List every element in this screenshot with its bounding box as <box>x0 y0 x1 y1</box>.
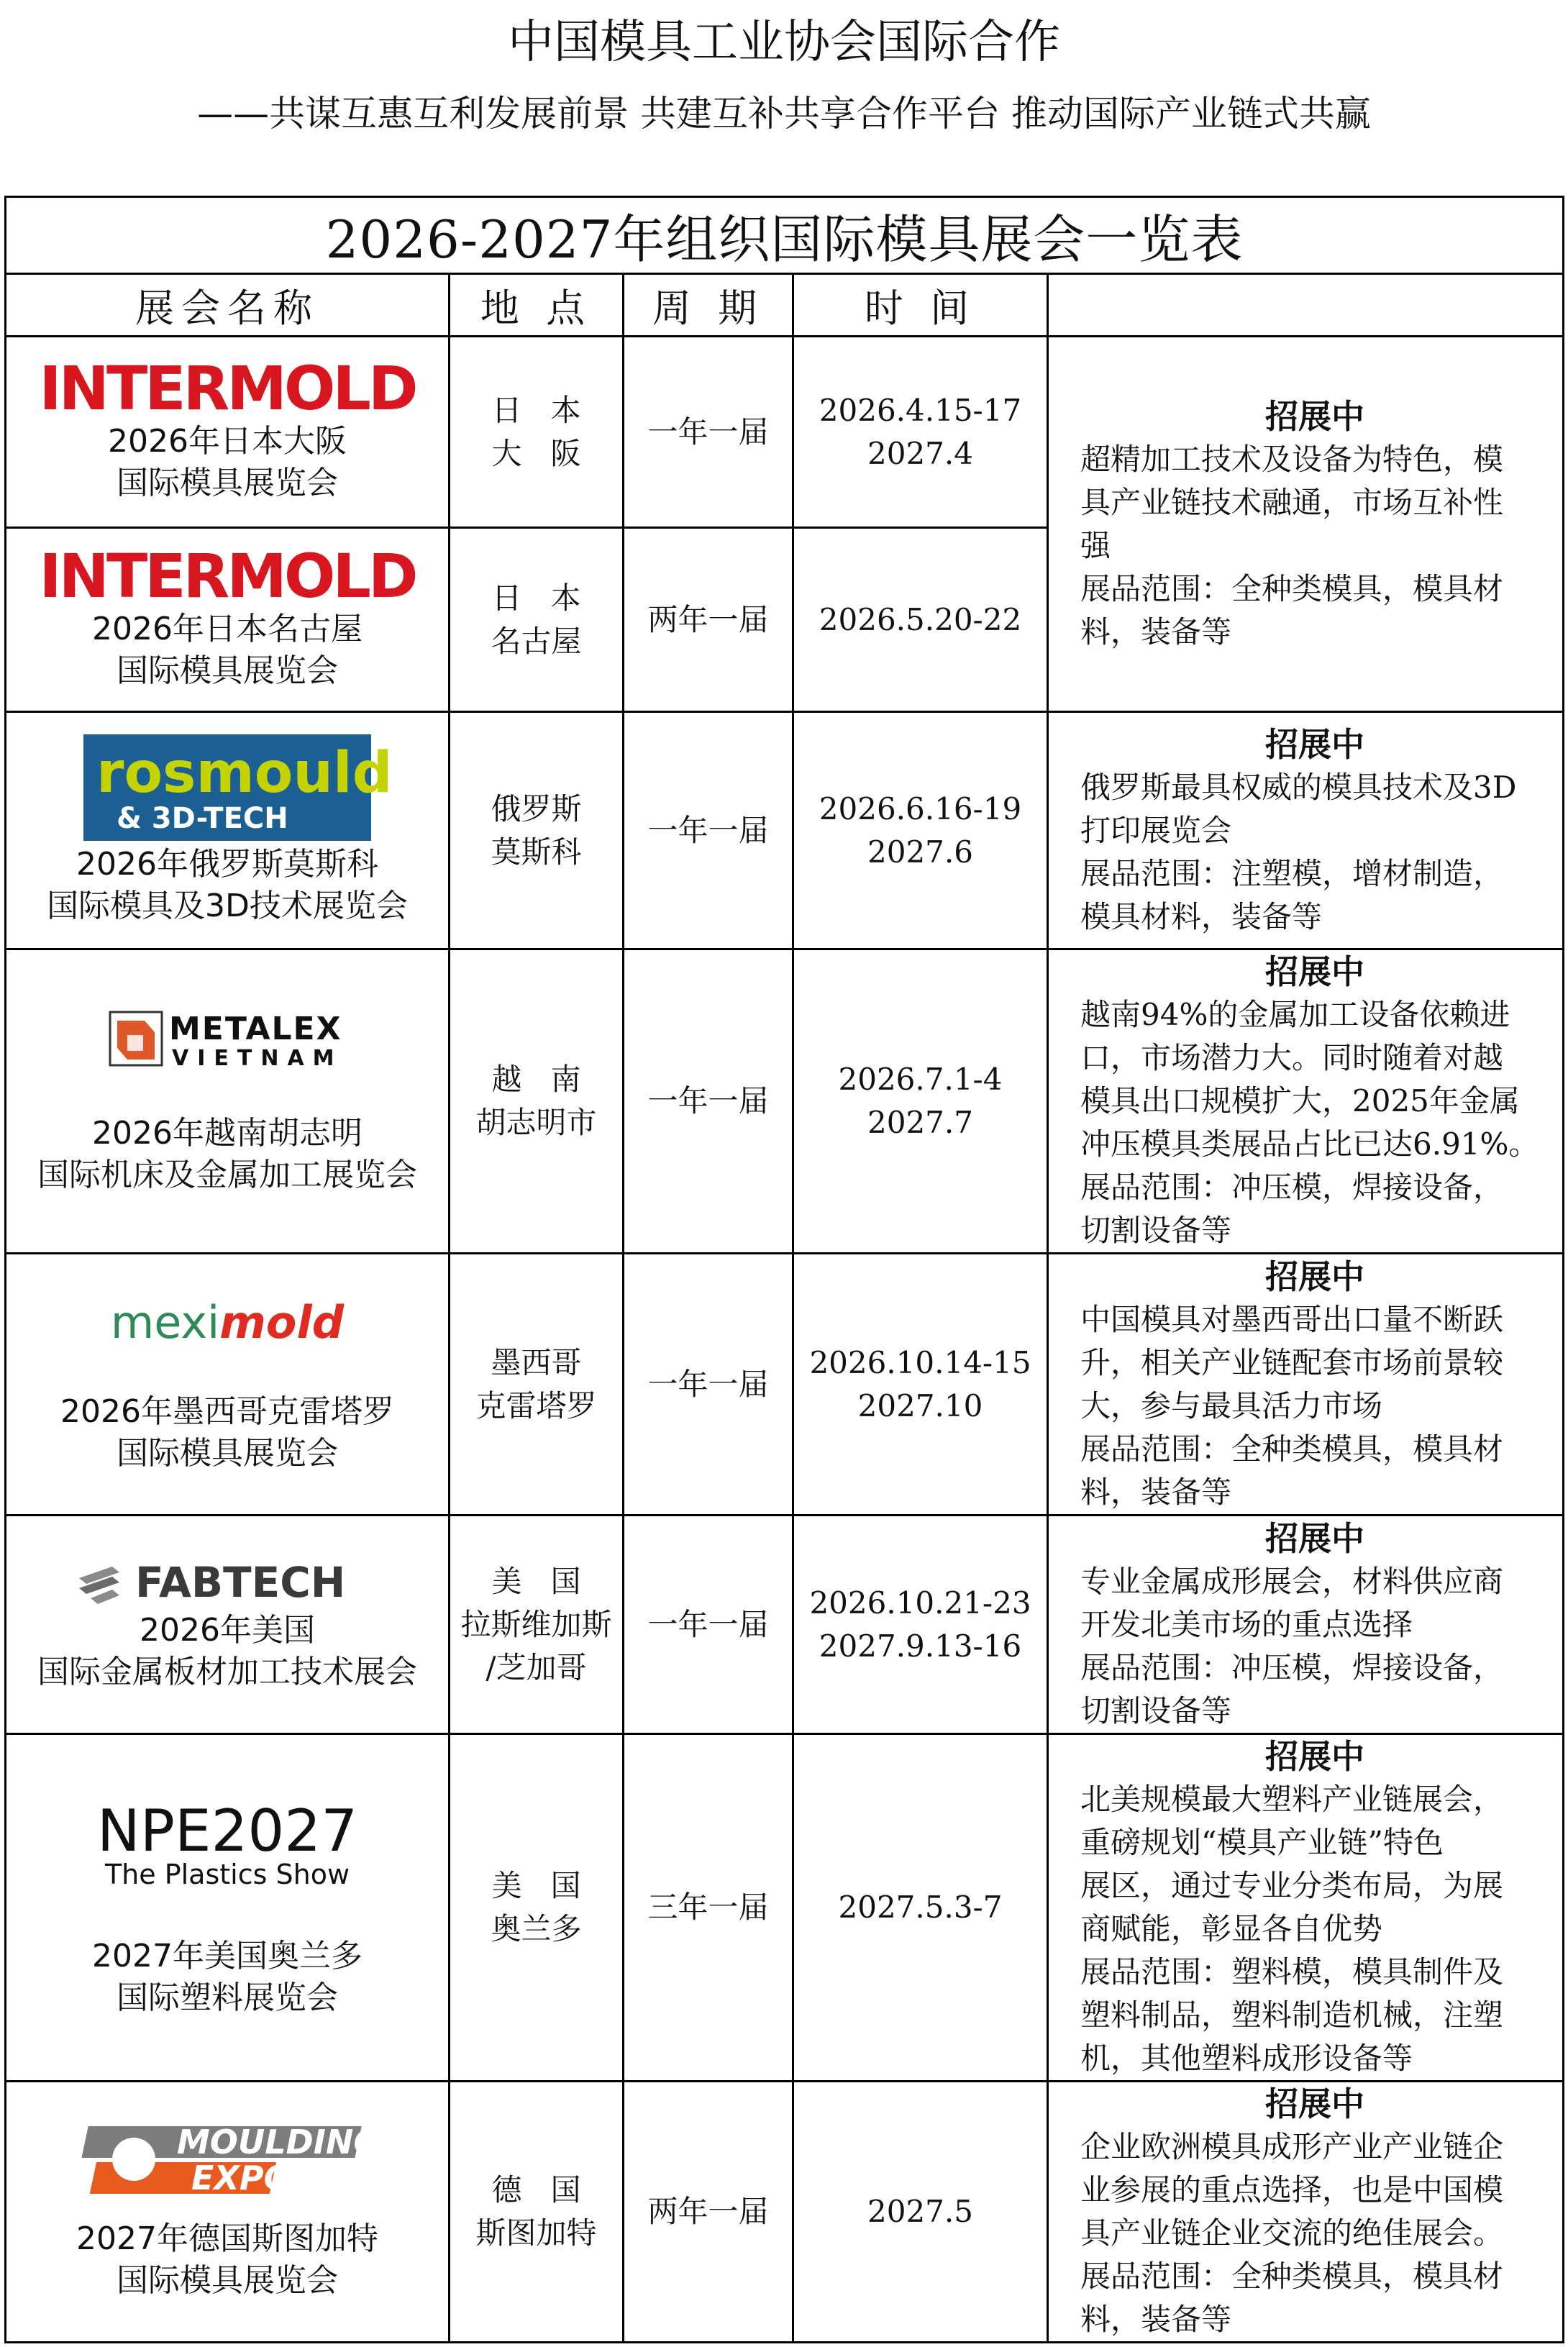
location-line: 胡志明市 <box>475 1105 597 1140</box>
location-line: 日 本 <box>491 392 581 428</box>
fabtech-logo-mark <box>79 1567 119 1604</box>
page-subtitle: ——共谋互惠互利发展前景 共建互补共享合作平台 推动国际产业链式共赢 <box>197 93 1371 135</box>
status-badge: 招展中 <box>1265 1737 1365 1776</box>
location-line: /芝加哥 <box>486 1649 587 1685</box>
table-caption: 2026-2027年组织国际模具展会一览表 <box>6 197 1564 274</box>
description-line: 企业欧洲模具成形产业产业链企 <box>1080 2129 1504 2164</box>
location-line: 莫斯科 <box>491 834 582 870</box>
table-header-row <box>6 274 1564 337</box>
date-line: 2026.7.1-4 <box>838 1062 1003 1097</box>
metalex-logo-sub: VIETNAM <box>172 1046 343 1071</box>
expo-name-line: 2026年越南胡志明 <box>92 1115 363 1152</box>
description-line: 展品范围：冲压模，焊接设备， <box>1080 1170 1504 1205</box>
location-line: 美 国 <box>491 1868 581 1903</box>
col-header-notes <box>1048 274 1564 337</box>
table-row <box>6 1734 1564 2082</box>
description-line: 切割设备等 <box>1080 1692 1232 1728</box>
col-header-location: 地 点 <box>450 274 624 337</box>
metalex-logo-cube-face <box>127 1035 143 1051</box>
expo-name-cell <box>6 1516 450 1734</box>
cycle-cell <box>624 949 793 1254</box>
location-cell <box>450 1254 624 1516</box>
table-row <box>6 2082 1564 2343</box>
expo-name-line: 2026年日本大阪 <box>108 422 347 460</box>
description-line: 切割设备等 <box>1080 1213 1232 1248</box>
location-cell <box>450 1734 624 2082</box>
table-row <box>6 712 1564 949</box>
description-line: 塑料制品，塑料制造机械，注塑 <box>1080 1997 1504 2033</box>
expo-name-line: 国际模具展览会 <box>117 464 338 501</box>
intermold-logo-text: INTERMOLD <box>39 540 416 611</box>
location-line: 克雷塔罗 <box>475 1387 597 1423</box>
description-line: 中国模具对墨西哥出口量不断跃 <box>1080 1301 1504 1337</box>
description-line: 展品范围：全种类模具，模具材 <box>1080 2259 1504 2294</box>
date-line: 2026.4.15-17 <box>819 392 1022 428</box>
description-body <box>1080 1778 1549 2080</box>
expo-name-cell <box>6 528 450 712</box>
expo-name-line: 2027年美国奥兰多 <box>92 1938 363 1974</box>
npe-logo-text: NPE2027 <box>96 1797 358 1864</box>
description-line: 俄罗斯最具权威的模具技术及3D <box>1080 769 1517 805</box>
description-line: 展品范围：塑料模，模具制件及 <box>1080 1954 1504 1990</box>
location-cell <box>450 528 624 712</box>
cycle-text: 两年一届 <box>647 601 769 637</box>
moulding-expo-circle <box>112 2138 155 2181</box>
expo-name-line: 2027年德国斯图加特 <box>76 2220 378 2257</box>
cycle-text: 一年一届 <box>647 812 769 848</box>
expo-name-cell <box>6 1734 450 2082</box>
date-line: 2027.10 <box>857 1387 983 1423</box>
cycle-cell <box>624 528 793 712</box>
description-line: 北美规模最大塑料产业链展会， <box>1080 1782 1504 1817</box>
meximold-logo-text-part: mold <box>219 1295 345 1349</box>
description-line: 展区，通过专业分类布局，为展 <box>1080 1868 1504 1903</box>
location-cell <box>450 1516 624 1734</box>
cycle-cell <box>624 1734 793 2082</box>
description-cell <box>1048 712 1564 949</box>
description-cell <box>1048 1516 1564 1734</box>
location-cell <box>450 337 624 528</box>
date-line: 2027.9.13-16 <box>819 1628 1022 1664</box>
date-line: 2027.4 <box>867 435 973 471</box>
location-line: 日 本 <box>491 580 581 616</box>
location-line: 斯图加特 <box>475 2215 597 2251</box>
cycle-cell <box>624 337 793 528</box>
col-header-dates: 时 间 <box>793 274 1048 337</box>
description-body <box>1080 438 1549 654</box>
status-badge: 招展中 <box>1265 1518 1365 1558</box>
expo-name-line: 国际金属板材加工技术展会 <box>37 1653 417 1690</box>
moulding-expo-logo <box>83 2122 381 2201</box>
expo-name-cell <box>6 337 450 528</box>
status-badge: 招展中 <box>1265 724 1365 764</box>
npe-logo <box>91 1796 364 1897</box>
cycle-text: 一年一届 <box>647 1366 769 1402</box>
meximold-logo-text <box>111 1296 345 1349</box>
expo-name-line: 2026年墨西哥克雷塔罗 <box>60 1393 394 1430</box>
description-line: 重磅规划“模具产业链”特色 <box>1080 1825 1444 1860</box>
description-cell <box>1048 2082 1564 2343</box>
description-line: 料，装备等 <box>1080 614 1232 650</box>
dates-cell <box>793 1734 1048 2082</box>
location-cell <box>450 949 624 1254</box>
expo-name-cell <box>6 2082 450 2343</box>
description-line: 专业金属成形展会，材料供应商 <box>1080 1563 1504 1599</box>
description-line: 具产业链企业交流的绝佳展会。 <box>1080 2215 1504 2251</box>
expo-table <box>4 196 1564 2343</box>
meximold-logo <box>105 1295 350 1352</box>
page-title: 中国模具工业协会国际合作 <box>508 16 1060 69</box>
dates-cell <box>793 337 1048 528</box>
expo-name-line: 国际模具展览会 <box>117 1434 338 1472</box>
expo-name-line: 国际机床及金属加工展览会 <box>37 1157 417 1193</box>
description-cell <box>1048 337 1564 712</box>
cycle-text: 一年一届 <box>647 1083 769 1118</box>
description-line: 打印展览会 <box>1080 812 1232 848</box>
description-cell <box>1048 1734 1564 2082</box>
date-line: 2027.5 <box>867 2194 973 2229</box>
date-line: 2026.10.21-23 <box>809 1585 1031 1621</box>
cycle-text: 两年一届 <box>647 2194 769 2229</box>
cycle-cell <box>624 2082 793 2343</box>
description-line: 模具出口规模扩大，2025年金属 <box>1080 1083 1520 1118</box>
location-line: 名古屋 <box>491 623 582 659</box>
description-line: 升，相关产业链配套市场前景较 <box>1080 1344 1504 1380</box>
description-body <box>1080 993 1549 1252</box>
expo-name-line: 国际模具展览会 <box>117 652 338 689</box>
status-badge: 招展中 <box>1265 2084 1365 2123</box>
location-line: 德 国 <box>491 2172 581 2207</box>
cycle-text: 三年一届 <box>647 1890 769 1925</box>
status-badge: 招展中 <box>1265 396 1365 436</box>
rosmould-logo-sub: & 3D-TECH <box>117 801 288 835</box>
expo-name-line: 2026年美国 <box>140 1611 315 1649</box>
fabtech-logo-text: FABTECH <box>135 1557 346 1607</box>
location-line: 拉斯维加斯 <box>460 1606 612 1642</box>
metalex-logo-text: METALEX <box>169 1011 342 1047</box>
date-line: 2027.7 <box>867 1105 973 1140</box>
npe-logo-sub: The Plastics Show <box>104 1859 350 1890</box>
description-line: 口，市场潜力大。同时随着对越 <box>1080 1040 1504 1075</box>
dates-cell <box>793 1254 1048 1516</box>
expo-name-line: 国际模具及3D技术展览会 <box>47 887 408 924</box>
col-header-name: 展会名称 <box>6 274 450 337</box>
status-badge: 招展中 <box>1265 1257 1365 1296</box>
description-line: 超精加工技术及设备为特色，模 <box>1080 441 1504 477</box>
description-line: 展品范围：全种类模具，模具材 <box>1080 570 1504 606</box>
description-body <box>1080 2125 1549 2341</box>
expo-name-cell <box>6 949 450 1254</box>
date-line: 2026.5.20-22 <box>819 601 1022 637</box>
cycle-cell <box>624 1254 793 1516</box>
moulding-expo-logo-sub: EXPO <box>191 2159 292 2197</box>
description-cell <box>1048 949 1564 1254</box>
description-body <box>1080 1298 1549 1514</box>
date-line: 2027.6 <box>867 834 973 870</box>
description-line: 业参展的重点选择，也是中国模 <box>1080 2172 1504 2207</box>
location-cell <box>450 2082 624 2343</box>
cycle-cell <box>624 712 793 949</box>
dates-cell <box>793 2082 1048 2343</box>
dates-cell <box>793 528 1048 712</box>
description-line: 商赋能，彰显各自优势 <box>1080 1911 1383 1946</box>
col-header-cycle: 周 期 <box>624 274 793 337</box>
date-line: 2026.6.16-19 <box>819 790 1022 826</box>
expo-name-line: 国际塑料展览会 <box>117 1979 338 2016</box>
location-line: 美 国 <box>491 1563 581 1599</box>
table-row <box>6 1516 1564 1734</box>
description-cell <box>1048 1254 1564 1516</box>
intermold-logo <box>39 540 416 611</box>
fabtech-logo <box>76 1557 378 1607</box>
rosmould-logo-text: rosmould <box>96 740 393 806</box>
description-line: 料，装备等 <box>1080 1474 1232 1510</box>
description-line: 具产业链技术融通，市场互补性 <box>1080 484 1504 520</box>
description-line: 料，装备等 <box>1080 2302 1232 2337</box>
expo-name-line: 2026年日本名古屋 <box>92 610 363 647</box>
cycle-text: 一年一届 <box>647 414 769 450</box>
location-line: 越 南 <box>491 1062 581 1097</box>
cycle-cell <box>624 1516 793 1734</box>
rosmould-logo <box>83 734 393 841</box>
location-cell <box>450 712 624 949</box>
description-body <box>1080 1560 1549 1733</box>
dates-cell <box>793 949 1048 1254</box>
page-header <box>0 0 1568 194</box>
date-line: 2026.10.14-15 <box>809 1344 1031 1380</box>
dates-cell <box>793 712 1048 949</box>
expo-name-line: 国际模具展览会 <box>117 2262 338 2299</box>
expo-name-line: 2026年俄罗斯莫斯科 <box>76 845 378 883</box>
table-row <box>6 337 1564 528</box>
metalex-logo <box>109 1006 346 1071</box>
description-line: 展品范围：全种类模具，模具材 <box>1080 1431 1504 1467</box>
meximold-logo-text-part: mexi <box>110 1295 220 1349</box>
description-line: 越南94%的金属加工设备依赖进 <box>1080 997 1510 1032</box>
description-line: 开发北美市场的重点选择 <box>1080 1606 1413 1642</box>
expo-name-cell <box>6 1254 450 1516</box>
description-line: 展品范围：冲压模，焊接设备， <box>1080 1649 1504 1685</box>
date-line: 2027.5.3-7 <box>838 1890 1003 1925</box>
dates-cell <box>793 1516 1048 1734</box>
cycle-text: 一年一届 <box>647 1606 769 1642</box>
location-line: 大 阪 <box>491 435 581 471</box>
description-line: 强 <box>1080 527 1111 563</box>
table-row <box>6 1254 1564 1516</box>
moulding-expo-logo-text: MOULDING <box>177 2123 381 2161</box>
description-body <box>1080 766 1549 939</box>
description-line: 机，其他塑料成形设备等 <box>1080 2041 1413 2076</box>
expo-name-cell <box>6 712 450 949</box>
intermold-logo <box>39 352 416 424</box>
location-line: 墨西哥 <box>491 1344 582 1380</box>
description-line: 大，参与最具活力市场 <box>1080 1387 1383 1423</box>
intermold-logo-text: INTERMOLD <box>39 352 416 424</box>
location-line: 俄罗斯 <box>491 790 582 826</box>
description-line: 模具材料，装备等 <box>1080 898 1323 934</box>
description-line: 展品范围：注塑模，增材制造， <box>1080 855 1504 891</box>
description-line: 冲压模具类展品占比已达6.91%。 <box>1080 1126 1539 1162</box>
location-line: 奥兰多 <box>491 1911 582 1946</box>
table-row <box>6 949 1564 1254</box>
status-badge: 招展中 <box>1265 952 1365 991</box>
